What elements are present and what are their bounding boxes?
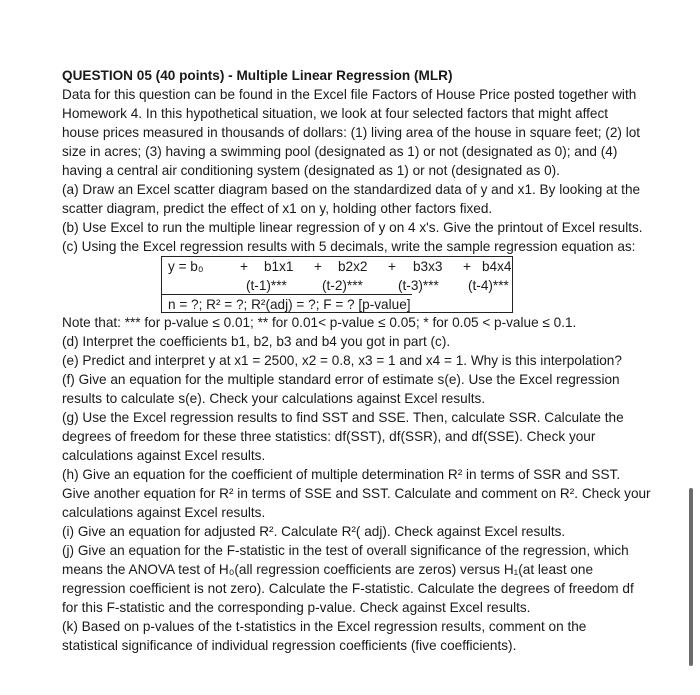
t-label-3: (t-3)***	[398, 278, 439, 293]
vertical-scrollbar[interactable]	[689, 488, 693, 666]
significance-note: Note that: *** for p-value ≤ 0.01; ** for 0.01< p-value ≤ 0.05; * for 0.05 < p-value ≤ 0.1.	[62, 315, 577, 330]
t-label-1: (t-1)***	[246, 278, 287, 293]
part-a-line: (a) Draw an Excel scatter diagram based on the standardized data of y and x1. By looking at the	[62, 182, 641, 197]
part-j-line: for this F-statistic and the corresponding p-value. Check against Excel results.	[62, 600, 531, 615]
t-label-4: (t-4)***	[468, 278, 509, 293]
intro-line: house prices measured in thousands of dollars: (1) living area of the house in square feet; (2) lot	[62, 125, 641, 140]
part-f-line: (f) Give an equation for the multiple standard error of estimate s(e). Use the Excel regression	[62, 372, 620, 387]
intro-line: having a central air conditioning system (designated as 1) or not (designated as 0).	[62, 163, 560, 178]
part-d-line: (d) Interpret the coefficients b1, b2, b3 and b4 you got in part (c).	[62, 334, 451, 349]
equation-plus: +	[314, 259, 322, 274]
equation-plus: +	[240, 259, 248, 274]
part-j-line: (j) Give an equation for the F-statistic in the test of overall significance of the regression, which	[62, 543, 629, 558]
part-e-line: (e) Predict and interpret y at x1 = 2500, x2 = 0.8, x3 = 1 and x4 = 1. Why is this interpolation?	[62, 353, 622, 368]
part-g-line: degrees of freedom for these three statistics: df(SST), df(SSR), and df(SSE). Check your	[62, 429, 596, 444]
equation-term-b4x4: b4x4	[482, 259, 512, 274]
part-f-line: results to calculate s(e). Check your calculations against Excel results.	[62, 391, 486, 406]
equation-lhs: y = b₀	[168, 259, 204, 274]
part-k-line: statistical significance of individual regression coefficients (five coefficients).	[62, 638, 517, 653]
question-title: QUESTION 05 (40 points) - Multiple Linear Regression (MLR)	[62, 68, 453, 83]
intro-line: Data for this question can be found in the Excel file Factors of House Price posted together with	[62, 87, 637, 102]
regression-stats-row	[162, 294, 412, 314]
part-b-line: (b) Use Excel to run the multiple linear regression of y on 4 x's. Give the printout of Excel results.	[62, 220, 643, 235]
t-label-2: (t-2)***	[322, 278, 363, 293]
part-k-line: (k) Based on p-values of the t-statistics in the Excel regression results, comment on the	[62, 619, 587, 634]
part-g-line: calculations against Excel results.	[62, 448, 266, 463]
regression-equation-box	[161, 256, 513, 313]
part-g-line: (g) Use the Excel regression results to find SST and SSE. Then, calculate SSR. Calculate the	[62, 410, 624, 425]
part-h-line: (h) Give an equation for the coefficient of multiple determination R² in terms of SSR and SST.	[62, 467, 621, 482]
equation-term-b3x3: b3x3	[413, 259, 443, 274]
equation-plus: +	[463, 259, 471, 274]
equation-term-b2x2: b2x2	[338, 259, 368, 274]
part-j-line: regression coefficient is not zero). Calculate the F-statistic. Calculate the degrees of freedom df	[62, 581, 634, 596]
part-h-line: calculations against Excel results.	[62, 505, 266, 520]
equation-term-b1x1: b1x1	[264, 259, 294, 274]
part-h-line: Give another equation for R² in terms of SSE and SST. Calculate and comment on R². Check your	[62, 486, 651, 501]
regression-stats: n = ?; R² = ?; R²(adj) = ?; F = ? [p-value]	[168, 297, 411, 312]
part-c-line: (c) Using the Excel regression results with 5 decimals, write the sample regression equation as:	[62, 239, 636, 254]
part-j-line: means the ANOVA test of H₀(all regression coefficients are zeros) versus H₁(at least one	[62, 562, 594, 577]
part-a-line: scatter diagram, predict the effect of x1 on y, holding other factors fixed.	[62, 201, 493, 216]
intro-line: Homework 4. In this hypothetical situation, we look at four selected factors that might affect	[62, 106, 609, 121]
part-i-line: (i) Give an equation for adjusted R². Calculate R²( adj). Check against Excel results.	[62, 524, 566, 539]
equation-plus: +	[388, 259, 396, 274]
question-document	[62, 66, 674, 655]
intro-line: size in acres; (3) having a swimming pool (designated as 1) or not (designated as 0); and (4)	[62, 144, 618, 159]
